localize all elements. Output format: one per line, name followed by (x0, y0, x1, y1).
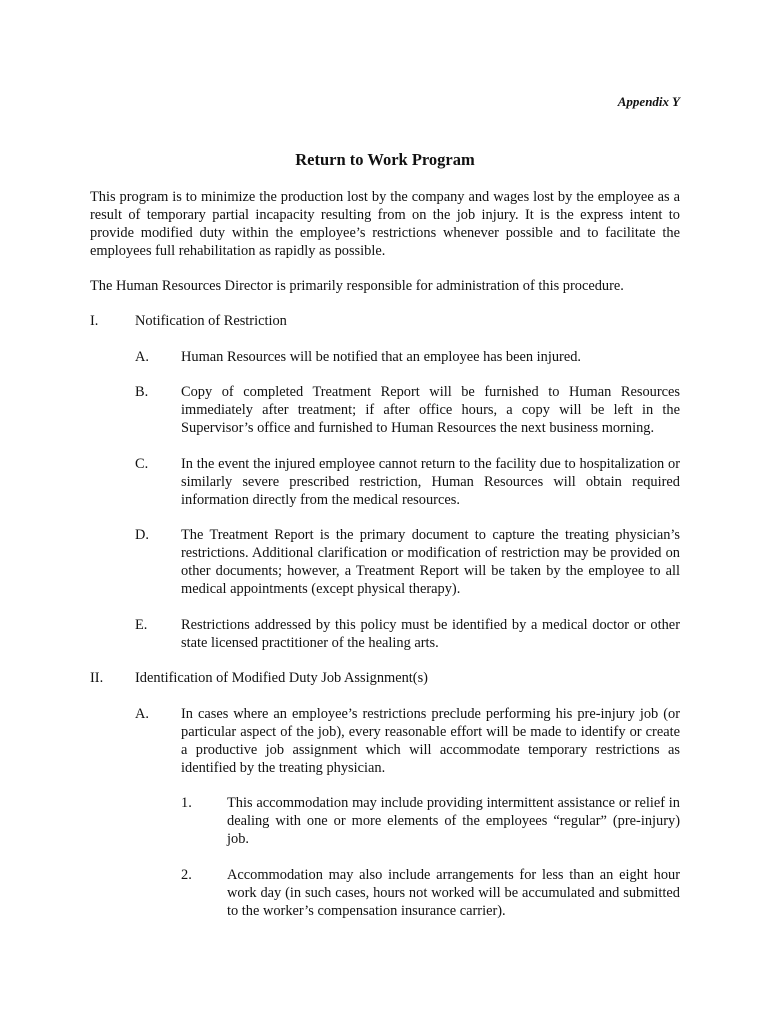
section-title: Identification of Modified Duty Job Assignment(s) (135, 670, 428, 686)
item-text: The Treatment Report is the primary document to capture the treating physician’s restrictions. Additional clarification or modification of restriction may be provided on other documents; however, a Treatment Report will be taken by the employee to all medical appointments (except physical therapy). (181, 527, 680, 597)
item-letter: D. (135, 527, 149, 543)
section-title: Notification of Restriction (135, 313, 287, 329)
item-letter: C. (135, 456, 149, 472)
item-text: Human Resources will be notified that an employee has been injured. (181, 349, 582, 365)
item-letter: E. (135, 617, 148, 633)
item-letter: B. (135, 384, 149, 400)
intro-paragraph-1: This program is to minimize the production lost by the company and wages lost by the employee as a result of temporary partial incapacity resulting from on the job injury. It is the express intent to provide modified duty within the employee’s restrictions whenever possible and to facilitate the employees full rehabilitation as rapidly as possible. (90, 189, 680, 259)
item-text: Restrictions addressed by this policy must be identified by a medical doctor or other state licensed practitioner of the healing arts. (181, 617, 680, 651)
subitem-number: 2. (181, 867, 192, 883)
page-title: Return to Work Program (295, 150, 475, 169)
item-text: In cases where an employee’s restrictions preclude performing his pre-injury job (or particular aspect of the job), every reasonable effort will be made to identify or create a productive job assignment which will accommodate temporary restrictions as identified by the treating physician. (181, 706, 680, 776)
item-text: Copy of completed Treatment Report will be furnished to Human Resources immediately after treatment; if after office hours, a copy will be left in the Supervisor’s office and furnished to Human Resources the next business morning. (181, 384, 680, 436)
item-letter: A. (135, 349, 149, 365)
item-text: In the event the injured employee cannot return to the facility due to hospitalization or similarly severe prescribed restriction, Human Resources will obtain required information directly from the medical resources. (181, 456, 680, 508)
appendix-label: Appendix Y (617, 94, 680, 109)
intro-paragraph-2: The Human Resources Director is primarily responsible for administration of this procedure. (90, 278, 624, 294)
subitem-number: 1. (181, 795, 192, 811)
subitem-text: Accommodation may also include arrangements for less than an eight hour work day (in such cases, hours not worked will be accumulated and submitted to the worker’s compensation insurance carrier). (227, 867, 680, 919)
item-letter: A. (135, 706, 149, 722)
section-numeral: II. (90, 670, 104, 686)
subitem-text: This accommodation may include providing intermittent assistance or relief in dealing with one or more elements of the employees “regular” (pre-injury) job. (227, 795, 680, 847)
section-numeral: I. (90, 313, 99, 329)
